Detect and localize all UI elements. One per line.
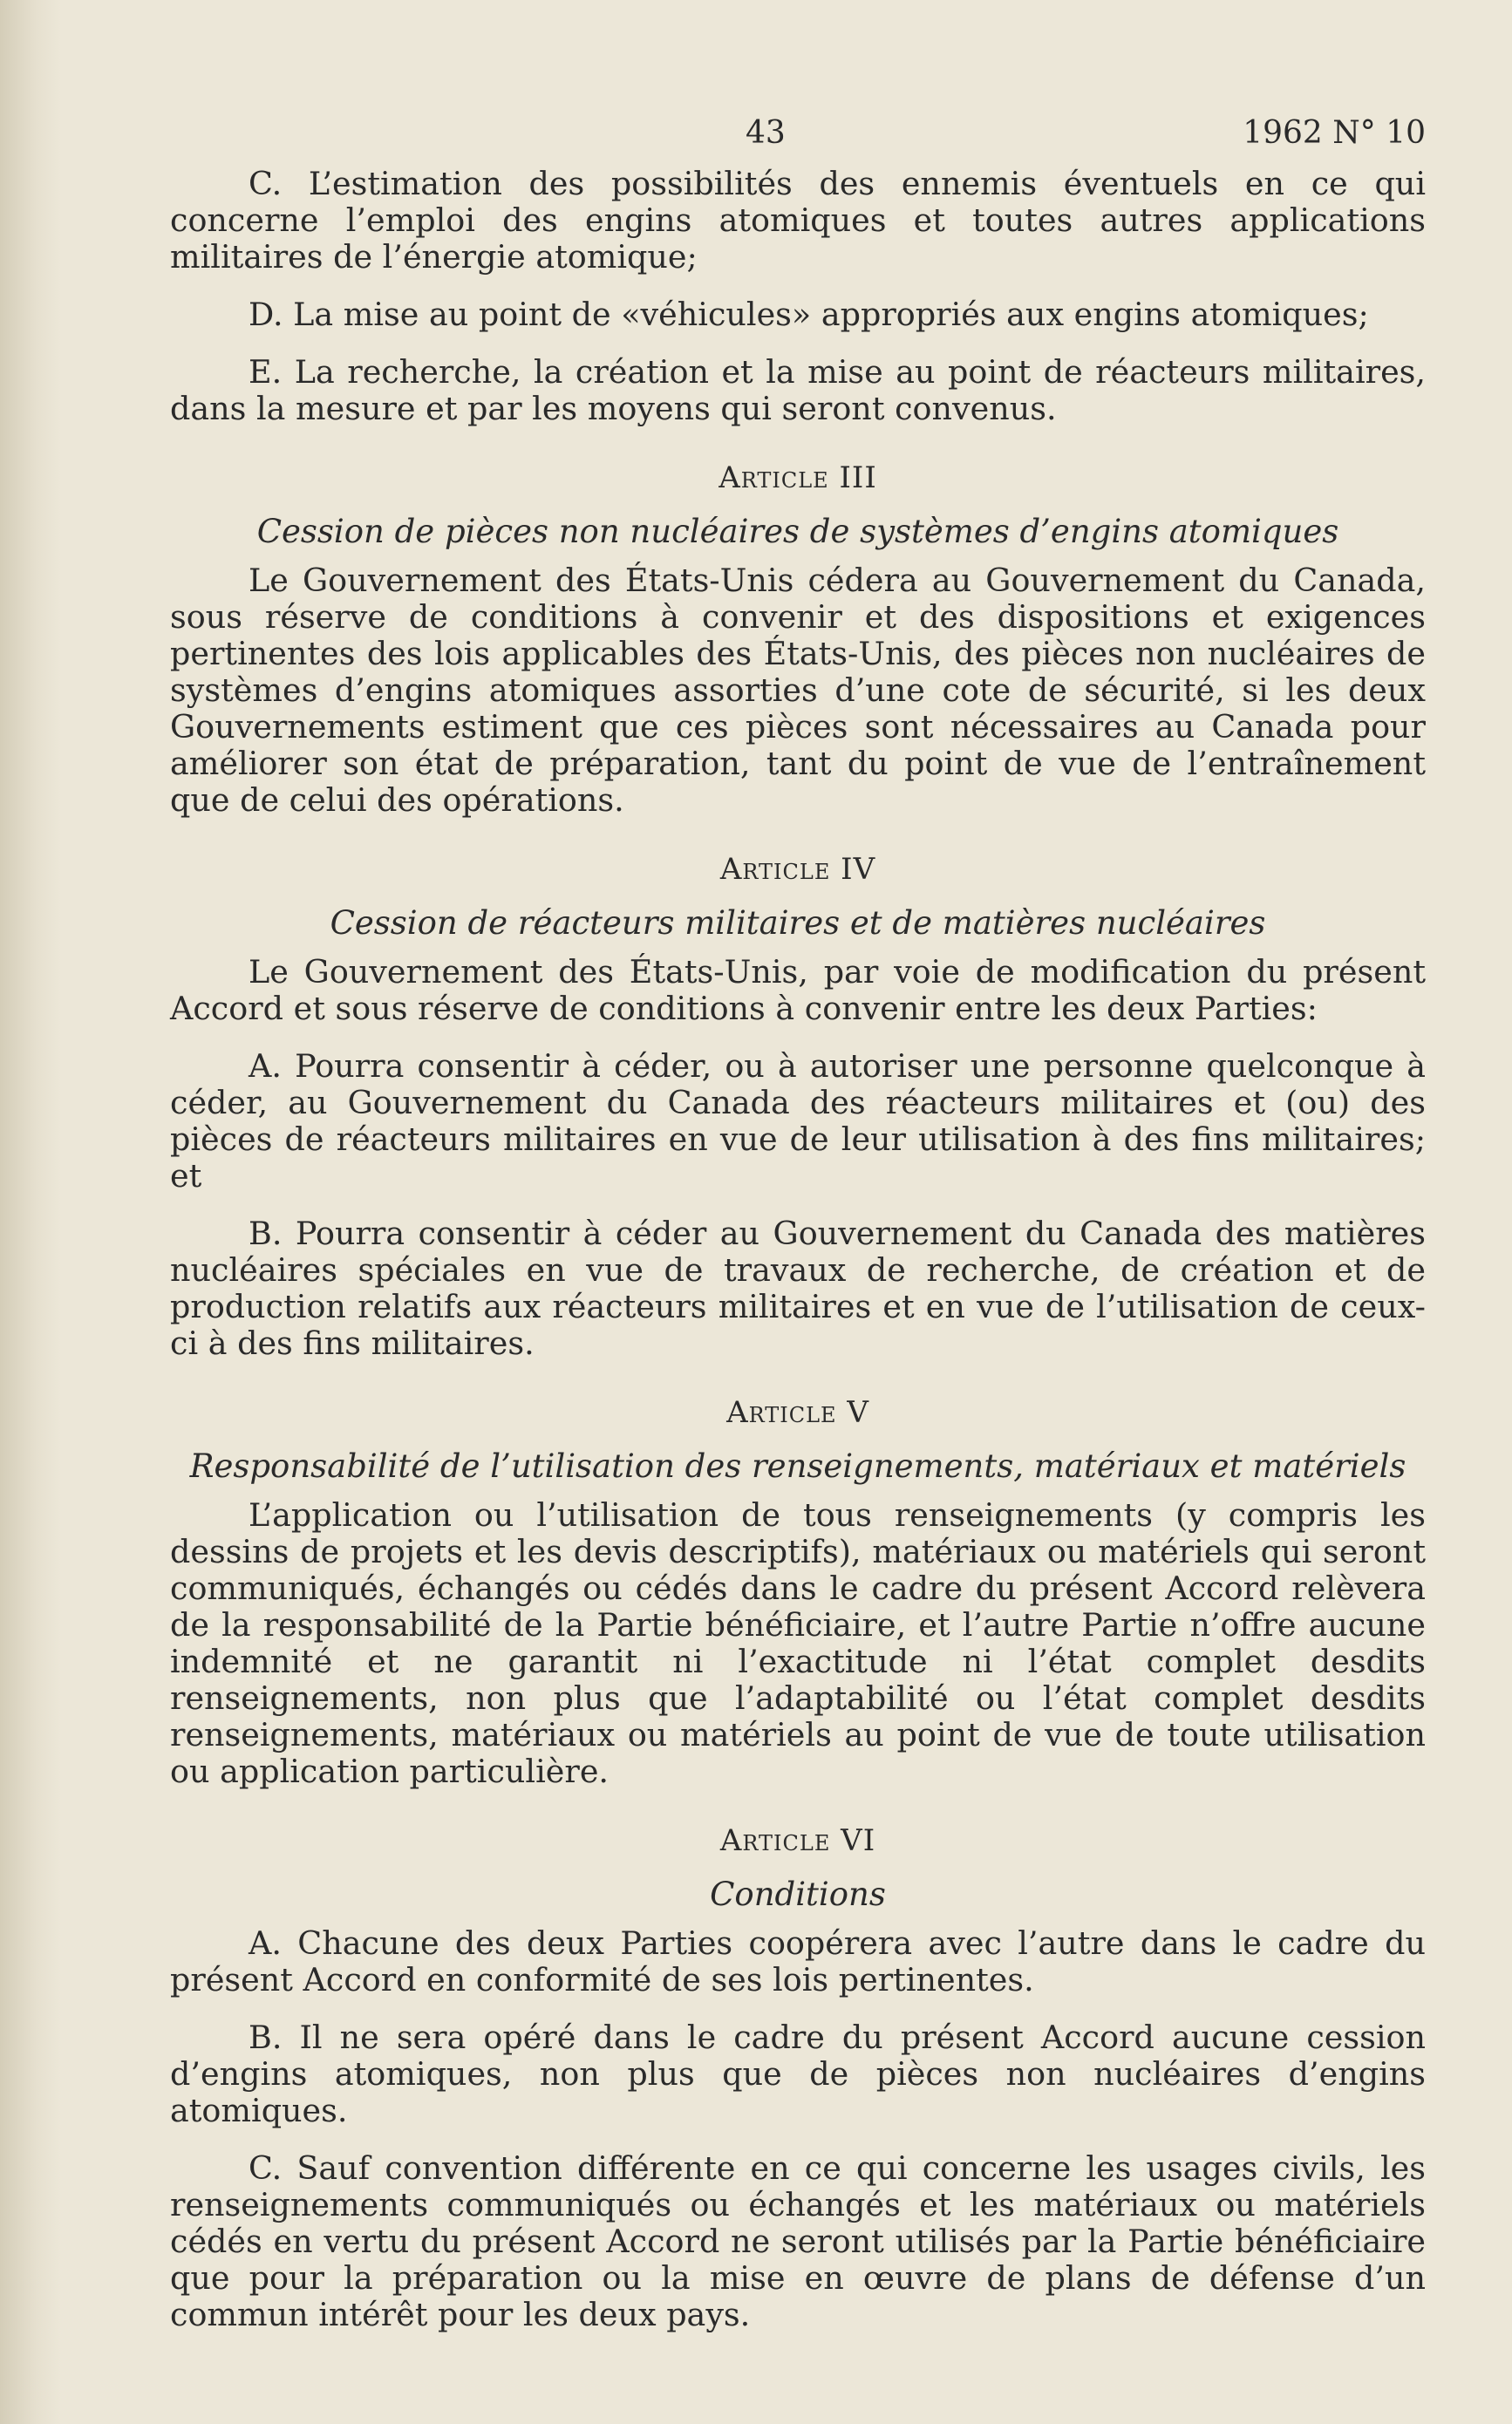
page-binding-shadow xyxy=(0,0,61,2424)
article-5-title: Article V xyxy=(726,1395,869,1430)
page-header xyxy=(170,105,1426,166)
article-3-paragraph: Le Gouvernement des États-Unis cédera au Gouvernement du Canada, sous réserve de conditions à convenir et des dispositions et exigences pertinentes des lois applicables des États-Unis, des pièces non nucléaires de systèmes d’engins atomiques assorties d’une cote de sécurité, si les deux Gouvernements estiment que ces pièces sont nécessaires au Canada pour améliorer son état de préparation, tant du point de vue de l’entraînement que de celui des opérations. xyxy=(170,562,1426,819)
article-4-item-b: B. Pourra consentir à céder au Gouvernement du Canada des matières nucléaires spéciales en vue de travaux de recherche, de création et de production relatifs aux réacteurs militaires et en vue de l’utilisation de ceux-ci à des fins militaires. xyxy=(170,1215,1426,1362)
article-6-item-a: A. Chacune des deux Parties coopérera avec l’autre dans le cadre du présent Accord en conformité de ses lois pertinentes. xyxy=(170,1924,1426,1998)
article-6-item-b: B. Il ne sera opéré dans le cadre du présent Accord aucune cession d’engins atomiques, non plus que de pièces non nucléaires d’engins atomiques. xyxy=(170,2019,1426,2129)
article-6-title: Article VI xyxy=(719,1823,876,1858)
article-5-subtitle: Responsabilité de l’utilisation des renseignements, matériaux et matériels xyxy=(189,1447,1406,1485)
article-5-paragraph: L’application ou l’utilisation de tous renseignements (y compris les dessins de projets et les devis descriptifs), matériaux ou matériels qui seront communiqués, échangés ou cédés dans le cadre du présent Accord relèvera de la responsabilité de la Partie bénéficiaire, et l’autre Partie n’offre aucune indemnité et ne garantit ni l’exactitude ni l’état complet desdits renseignements, non plus que l’adaptabilité ou l’état complet desdits renseignements, matériaux ou matériels au point de vue de toute utilisation ou application particulière. xyxy=(170,1496,1426,1790)
article-3-subtitle: Cession de pièces non nucléaires de systèmes d’engins atomiques xyxy=(256,513,1339,550)
intro-item-c: C. L’estimation des possibilités des ennemis éventuels en ce qui concerne l’emploi des engins atomiques et toutes autres applications militaires de l’énergie atomique; xyxy=(170,165,1426,276)
intro-item-d: D. La mise au point de «véhicules» appropriés aux engins atomiques; xyxy=(249,296,1369,333)
page-number: 43 xyxy=(746,115,786,151)
article-4-paragraph: Le Gouvernement des États-Unis, par voie de modification du présent Accord et sous réserve de conditions à convenir entre les deux Parties: xyxy=(170,953,1426,1027)
article-3-title: Article III xyxy=(719,460,877,495)
article-4-item-a: A. Pourra consentir à céder, ou à autoriser une personne quelconque à céder, au Gouvernement du Canada des réacteurs militaires et (ou) des pièces de réacteurs militaires en vue de leur utilisation à des fins militaires; et xyxy=(170,1047,1426,1195)
intro-item-e: E. La recherche, la création et la mise au point de réacteurs militaires, dans la mesure et par les moyens qui seront convenus. xyxy=(170,353,1426,427)
document-reference: 1962 N° 10 xyxy=(1243,115,1426,151)
article-6-subtitle: Conditions xyxy=(710,1876,886,1913)
article-6-item-c: C. Sauf convention différente en ce qui concerne les usages civils, les renseignements communiqués ou échangés et les matériaux ou matériels cédés en vertu du présent Accord ne seront utilisés par la Partie bénéficiaire que pour la préparation ou la mise en œuvre de plans de défense d’un commun intérêt pour les deux pays. xyxy=(170,2149,1426,2333)
article-4-title: Article IV xyxy=(719,852,876,887)
article-4-subtitle: Cession de réacteurs militaires et de matières nucléaires xyxy=(330,904,1266,942)
document-page xyxy=(170,105,1426,2354)
